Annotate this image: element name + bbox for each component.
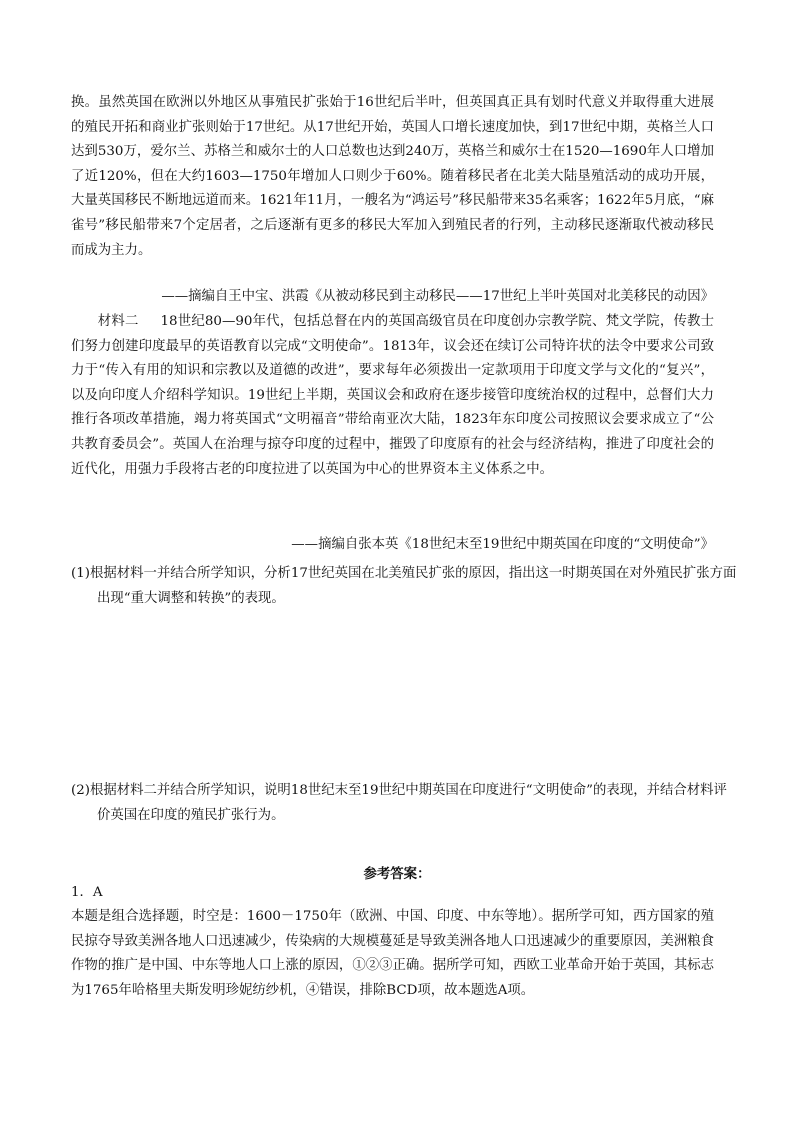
answer-one-explanation: 本题是组合选择题，时空是：1600－1750年（欧洲、中国、印度、中东等地）。据所学可知，西方国家的殖民掠夺导致美洲各地人口迅速减少，传染病的大规模蔓延是导致美洲各地人口迅速减少的重要原因，美洲粮食作物的推广是中国、中东等地人口上涨的原因，①②③正确。据所学可知，西欧工业革命开始于英国，其标志为1765年哈格里夫斯发明珍妮纺纱机，④错误，排除BCD项，故本题选A项。 bbox=[71, 909, 714, 998]
question-one: (1)根据材料一并结合所学知识，分析17世纪英国在北美殖民扩张的原因，指出这一时期英国在对外殖民扩张方面出现“重大调整和转换”的表现。 bbox=[71, 566, 737, 606]
material-two-label: 材料二 bbox=[97, 314, 139, 329]
material-two-paragraph bbox=[71, 310, 714, 482]
answer-heading: 参考答案： bbox=[363, 866, 431, 882]
material-one-source: ——摘编自王中宝、洪霞《从被动移民到主动移民——17世纪上半叶英国对北美移民的动因》 bbox=[161, 289, 714, 304]
question-two: (2)根据材料二并结合所学知识，说明18世纪末至19世纪中期英国在印度进行“文明使命”的表现，并结合材料评价英国在印度的殖民扩张行为。 bbox=[71, 783, 727, 823]
material-two-source: ——摘编自张本英《18世纪末至19世纪中期英国在印度的“文明使命”》 bbox=[291, 537, 714, 552]
material-two-text: 18世纪80—90年代，包括总督在内的英国高级官员在印度创办宗教学院、梵文学院，传教士们努力创建印度最早的英语教育以完成“文明使命”。1813年，议会还在续订公司特许状的法令中要求公司致力于“传入有用的知识和宗教以及道德的改进”，要求每年必须拨出一定款项用于印度文学与文化的“复兴”，以及向印度人介绍科学知识。19世纪上半期，英国议会和政府在逐步接管印度统治权的过程中，总督们大力推行各项改革措施，竭力将英国式“文明福音”带给南亚次大陆，1823年东印度公司按照议会要求成立了“公共教育委员会”。英国人在治理与掠夺印度的过程中，摧毁了印度原有的社会与经济结构，推进了印度社会的近代化，用强力手段将古老的印度拉进了以英国为中心的世界资本主义体系之中。 bbox=[71, 314, 714, 477]
material-one-text: 换。虽然英国在欧洲以外地区从事殖民扩张始于16世纪后半叶，但英国真正具有划时代意义并取得重大进展的殖民开拓和商业扩张则始于17世纪。从17世纪开始，英国人口增长速度加快，到17世纪中期，英格兰人口达到530万，爱尔兰、苏格兰和威尔士的人口总数也达到240万，英格兰和威尔士在1520—1690年人口增加了近120%，但在大约1603—1750年增加人口则少于60%。随着移民者在北美大陆垦殖活动的成功开展，大量英国移民不断地远道而来。1621年11月，一艘名为“鸿运号”移民船带来35名乘客；1622年5月底，“麻雀号”移民船带来7个定居者，之后逐渐有更多的移民大军加入到殖民者的行列，主动移民逐渐取代被动移民而成为主力。 bbox=[71, 95, 714, 258]
answer-one-number: 1．A bbox=[71, 885, 103, 900]
